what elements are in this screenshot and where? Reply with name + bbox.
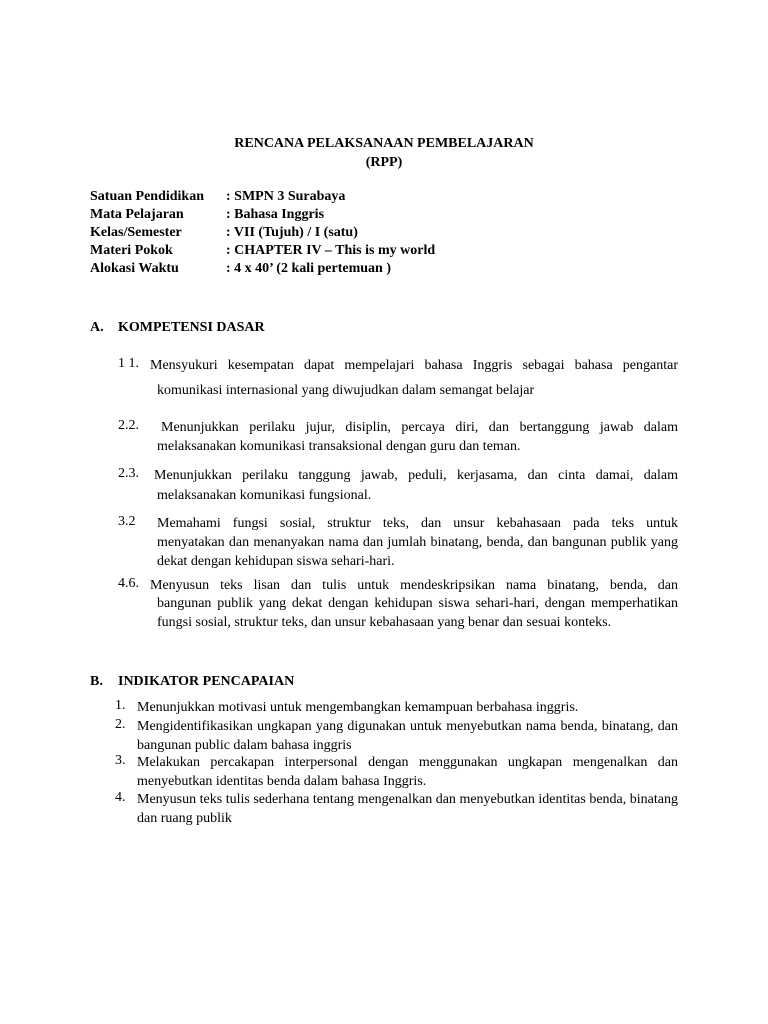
competency-number: 4.6.: [118, 576, 139, 591]
competency-number: 2.3.: [118, 466, 139, 481]
identity-label: Alokasi Waktu: [90, 261, 179, 276]
indicator-text: Menyusun teks tulis sederhana tentang mengenalkan dan menyebutkan identitas benda, binatang dan ruang publik: [137, 792, 678, 826]
competency-text: Menyusun teks lisan dan tulis untuk mendeskripsikan nama binatang, benda, dan: [150, 578, 678, 593]
identity-label: Kelas/Semester: [90, 225, 182, 240]
competency-text: Menunjukkan perilaku jujur, disiplin, percaya diri, dan bertanggung jawab dalam: [161, 420, 678, 435]
competency-text: komunikasi internasional yang diwujudkan dalam semangat belajar: [157, 383, 535, 398]
competency-text: melaksanakan komunikasi fungsional.: [157, 488, 372, 503]
section-b-letter: B.: [90, 674, 103, 689]
identity-value: : VII (Tujuh) / I (satu): [226, 225, 358, 240]
identity-value: : Bahasa Inggris: [226, 207, 325, 222]
indicator-number: 2.: [115, 717, 126, 732]
competency-text: Memahami fungsi sosial, struktur teks, dan unsur kebahasaan pada teks untuk: [157, 516, 678, 531]
indicator-number: 3.: [115, 753, 126, 768]
competency-text: menyatakan dan menanyakan nama dan jumlah binatang, benda, dan bangunan publik yang dekat dengan kehidupan siswa sehari-hari.: [157, 535, 678, 569]
indicator-number: 4.: [115, 790, 126, 805]
section-b-heading: INDIKATOR PENCAPAIAN: [118, 674, 295, 689]
identity-label: Mata Pelajaran: [90, 207, 184, 222]
competency-text: Mensyukuri kesempatan dapat mempelajari bahasa Inggris sebagai bahasa pengantar: [150, 358, 678, 373]
section-a-letter: A.: [90, 320, 104, 335]
identity-value: : 4 x 40’ (2 kali pertemuan ): [226, 261, 391, 276]
competency-number: 3.2: [118, 514, 136, 529]
section-a-heading: KOMPETENSI DASAR: [118, 320, 265, 335]
indicator-number: 1.: [115, 698, 126, 713]
indicator-text: Menunjukkan motivasi untuk mengembangkan kemampuan berbahasa inggris.: [137, 700, 579, 715]
competency-text: Menunjukkan perilaku tanggung jawab, peduli, kerjasama, dan cinta damai, dalam: [154, 468, 678, 483]
doc-subtitle: (RPP): [365, 155, 403, 170]
indicator-text: Melakukan percakapan interpersonal dengan menggunakan ungkapan mengenalkan dan menyebutkan identitas benda dalam bahasa Inggris.: [137, 755, 678, 789]
doc-title: RENCANA PELAKSANAAN PEMBELAJARAN: [234, 136, 534, 151]
competency-number: 1 1.: [118, 356, 139, 371]
competency-text: bangunan publik yang dekat dengan kehidupan siswa sehari-hari, dengan memperhatikan fungsi sosial, struktur teks, dan unsur kebahasaan yang benar dan sesuai konteks.: [157, 596, 678, 630]
competency-text: melaksanakan komunikasi transaksional dengan guru dan teman.: [157, 439, 521, 454]
competency-number: 2.2.: [118, 418, 139, 433]
identity-value: : SMPN 3 Surabaya: [226, 189, 346, 204]
identity-label: Materi Pokok: [90, 243, 173, 258]
identity-label: Satuan Pendidikan: [90, 189, 204, 204]
identity-value: : CHAPTER IV – This is my world: [226, 243, 436, 258]
indicator-text: Mengidentifikasikan ungkapan yang digunakan untuk menyebutkan nama benda, binatang, dan bangunan public dalam bahasa inggris: [137, 719, 678, 753]
